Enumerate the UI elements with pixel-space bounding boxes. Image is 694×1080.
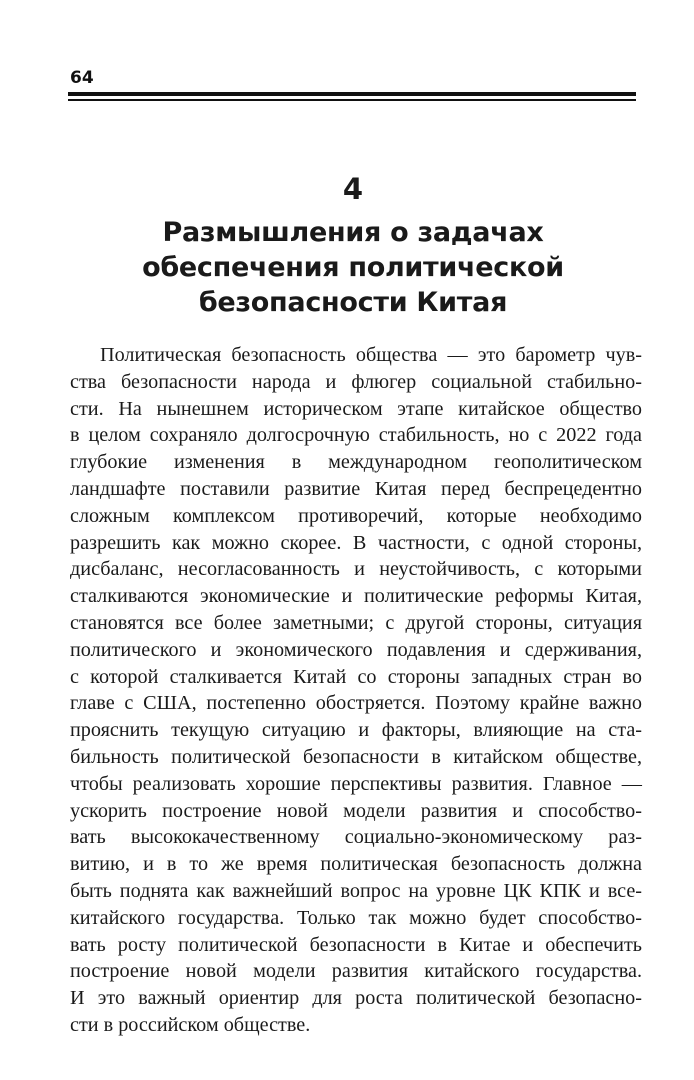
text-line: становятся все более заметными; с другой стороны, ситуация	[70, 611, 642, 634]
text-line: ускорить построение новой модели развития и способство-	[70, 799, 642, 822]
chapter-number: 4	[342, 172, 364, 206]
text-line: сталкиваются экономические и политические реформы Китая,	[70, 585, 642, 608]
text-line: построение новой модели развития китайского государства.	[70, 960, 642, 983]
text-line: китайского государства. Только так можно будет способство-	[70, 906, 642, 929]
text-line: сти в российском обществе.	[70, 1013, 311, 1036]
text-line: вать высококачественному социально-экономическому раз-	[70, 826, 642, 849]
text-line: дисбаланс, несогласованность и неустойчивость, с которыми	[70, 558, 642, 581]
text-line: ства безопасности народа и флюгер социальной стабильно-	[70, 370, 642, 393]
text-line: вать росту политической безопасности в Китае и обеспечить	[70, 933, 642, 956]
text-line: сти. На нынешнем историческом этапе китайское общество	[70, 397, 642, 420]
text-line: бильность политической безопасности в китайском обществе,	[70, 745, 642, 768]
text-line: с которой сталкивается Китай со стороны западных стран во	[70, 665, 642, 688]
chapter-title-line: безопасности Китая	[198, 287, 508, 318]
text-line: ландшафте поставили развитие Китая перед беспрецедентно	[70, 477, 642, 500]
text-line: главе с США, постепенно обостряется. Поэтому крайне важно	[70, 692, 642, 715]
text-line: политического и экономического подавления и сдерживания,	[70, 638, 642, 661]
body-paragraph	[70, 342, 642, 1039]
text-line: разрешить как можно скорее. В частности, с одной стороны,	[70, 531, 642, 554]
chapter-title-line: Размышления о задачах	[162, 217, 544, 248]
text-line: сложным комплексом противоречий, которые необходимо	[70, 504, 642, 527]
header-rule-thin	[68, 99, 636, 101]
text-line: И это важный ориентир для роста политической безопасно-	[70, 987, 642, 1010]
text-line: в целом сохраняло долгосрочную стабильность, но с 2022 года	[70, 424, 642, 447]
page-number: 64	[70, 68, 94, 88]
text-line: глубокие изменения в международном геополитическом	[70, 451, 642, 474]
text-line: прояснить текущую ситуацию и факторы, влияющие на ста-	[70, 719, 642, 742]
text-line: витию, и в то же время политическая безопасность должна	[70, 853, 642, 876]
chapter-title-line: обеспечения политической	[142, 252, 564, 283]
header-rule-thick	[68, 92, 636, 96]
chapter-title	[68, 215, 638, 320]
text-line: Политическая безопасность общества — это барометр чув-	[100, 344, 642, 366]
text-line: быть поднята как важнейший вопрос на уровне ЦК КПК и все-	[70, 879, 642, 902]
text-line: чтобы реализовать хорошие перспективы развития. Главное —	[70, 772, 642, 795]
